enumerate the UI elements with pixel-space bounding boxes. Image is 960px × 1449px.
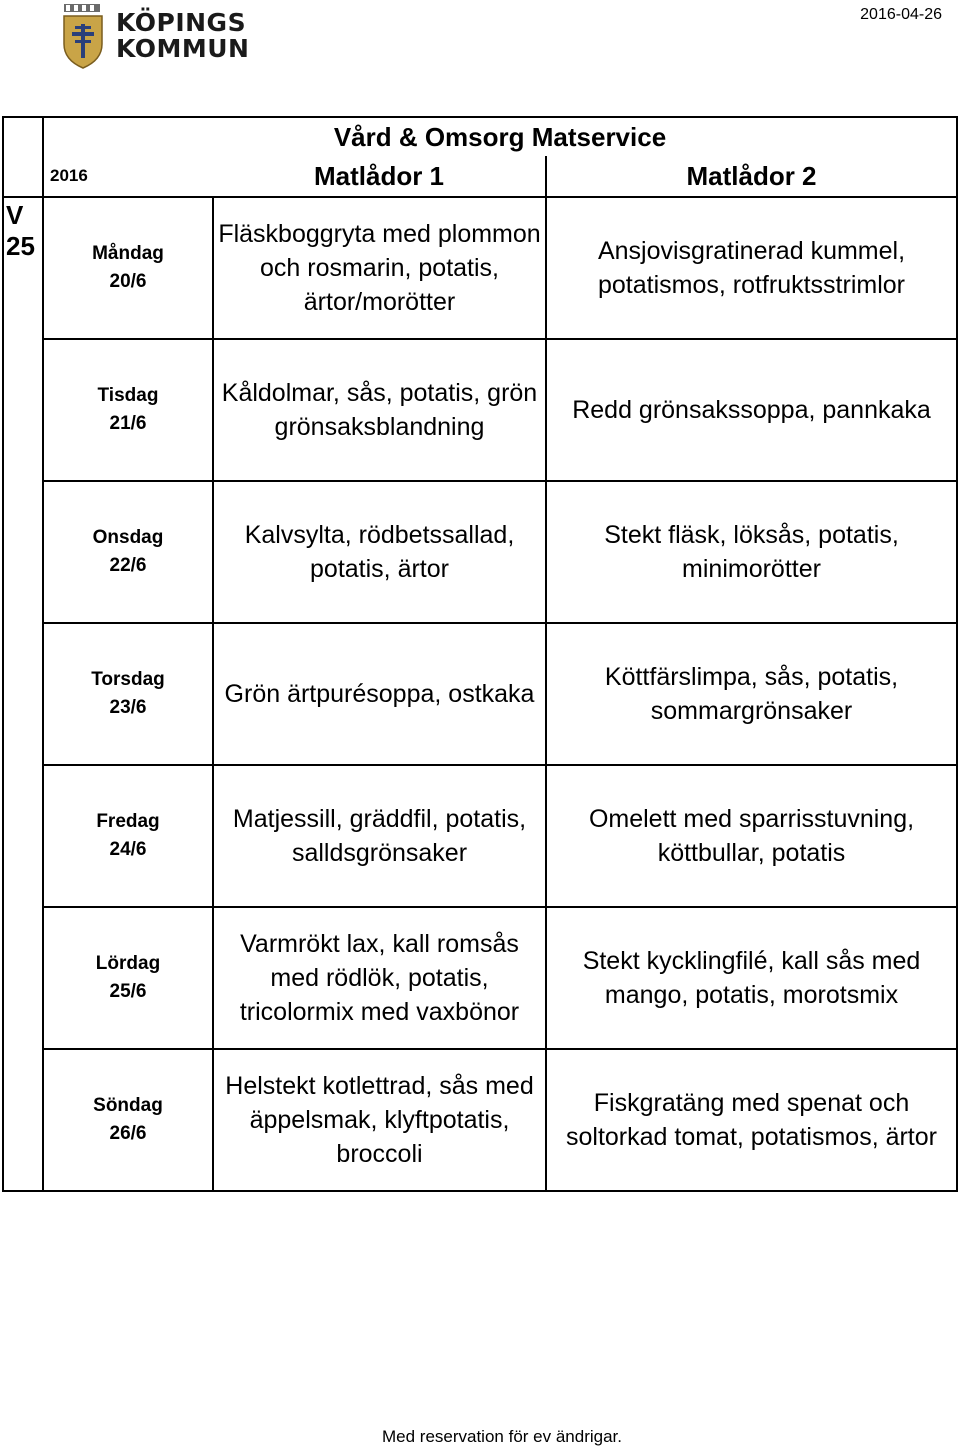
menu-title: Vård & Omsorg Matservice bbox=[43, 117, 957, 156]
day-cell bbox=[43, 197, 213, 339]
day-date: 26/6 bbox=[109, 1123, 147, 1144]
day-name: Torsdag bbox=[91, 669, 165, 690]
day-name: Måndag bbox=[92, 243, 164, 264]
day-date: 21/6 bbox=[109, 413, 147, 434]
menu-row-0 bbox=[3, 197, 957, 339]
meal-matlador-2: Ansjovisgratinerad kummel, potatismos, rotfruktsstrimlor bbox=[546, 197, 957, 339]
day-cell bbox=[43, 481, 213, 623]
day-name: Fredag bbox=[96, 811, 160, 832]
meal-matlador-1: Grön ärtpurésoppa, ostkaka bbox=[213, 623, 546, 765]
meal-matlador-1: Kalvsylta, rödbetssallad, potatis, ärtor bbox=[213, 481, 546, 623]
meal-matlador-2: Stekt fläsk, löksås, potatis, minimorötter bbox=[546, 481, 957, 623]
day-cell bbox=[43, 1049, 213, 1191]
day-date: 23/6 bbox=[109, 697, 147, 718]
menu-table bbox=[2, 116, 958, 1192]
logo-line-2: KOMMUN bbox=[116, 34, 250, 63]
meal-matlador-2: Omelett med sparrisstuvning, köttbullar, potatis bbox=[546, 765, 957, 907]
document-date: 2016-04-26 bbox=[860, 6, 942, 23]
day-date: 22/6 bbox=[109, 555, 147, 576]
meal-matlador-1: Fläskboggryta med plommon och rosmarin, potatis, ärtor/morötter bbox=[213, 197, 546, 339]
day-date: 24/6 bbox=[109, 839, 147, 860]
year-label: 2016 bbox=[43, 156, 213, 197]
logo-line-1: KÖPINGS bbox=[116, 8, 247, 37]
column-header-matlador-1: Matlådor 1 bbox=[213, 156, 546, 197]
footer-note: Med reservation för ev ändrigar. bbox=[381, 1427, 622, 1446]
day-cell bbox=[43, 907, 213, 1049]
title-row bbox=[3, 117, 957, 156]
meal-matlador-2: Stekt kycklingfilé, kall sås med mango, potatis, morotsmix bbox=[546, 907, 957, 1049]
menu-row-4 bbox=[3, 765, 957, 907]
menu-row-1 bbox=[3, 339, 957, 481]
day-name: Onsdag bbox=[92, 527, 164, 548]
meal-matlador-2: Redd grönsakssoppa, pannkaka bbox=[546, 339, 957, 481]
menu-row-5 bbox=[3, 907, 957, 1049]
meal-matlador-1: Helstekt kotlettrad, sås med äppelsmak, klyftpotatis, broccoli bbox=[213, 1049, 546, 1191]
day-cell bbox=[43, 339, 213, 481]
coat-of-arms-icon bbox=[62, 4, 112, 70]
day-name: Söndag bbox=[93, 1095, 163, 1116]
column-header-matlador-2: Matlådor 2 bbox=[546, 156, 957, 197]
day-cell bbox=[43, 765, 213, 907]
meal-matlador-1: Varmrökt lax, kall romsås med rödlök, potatis, tricolormix med vaxbönor bbox=[213, 907, 546, 1049]
meal-matlador-2: Fiskgratäng med spenat och soltorkad tomat, potatismos, ärtor bbox=[546, 1049, 957, 1191]
day-date: 25/6 bbox=[109, 981, 147, 1002]
day-name: Tisdag bbox=[97, 385, 159, 406]
logo-wordmark bbox=[116, 10, 249, 62]
meal-matlador-1: Kåldolmar, sås, potatis, grön grönsaksblandning bbox=[213, 339, 546, 481]
menu-row-6 bbox=[3, 1049, 957, 1191]
meal-matlador-2: Köttfärslimpa, sås, potatis, sommargrönsaker bbox=[546, 623, 957, 765]
day-name: Lördag bbox=[95, 953, 161, 974]
menu-row-2 bbox=[3, 481, 957, 623]
meal-matlador-1: Matjessill, gräddfil, potatis, salldsgrönsaker bbox=[213, 765, 546, 907]
day-date: 20/6 bbox=[109, 271, 147, 292]
menu-row-3 bbox=[3, 623, 957, 765]
column-header-row bbox=[3, 156, 957, 197]
kopings-kommun-logo bbox=[62, 4, 262, 70]
day-cell bbox=[43, 623, 213, 765]
week-label: V 25 bbox=[3, 197, 43, 1191]
